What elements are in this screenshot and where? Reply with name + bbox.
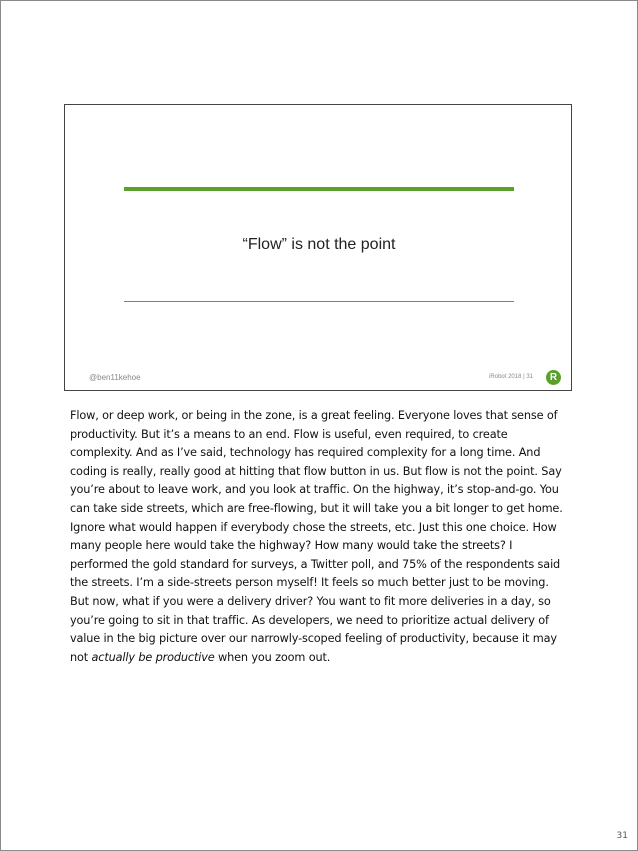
notes-emphasis: actually be productive bbox=[91, 650, 215, 664]
speaker-notes bbox=[70, 407, 570, 667]
slide-top-rule bbox=[124, 187, 514, 191]
slide-title: “Flow” is not the point bbox=[242, 236, 396, 253]
irobot-logo-icon: R bbox=[546, 370, 561, 385]
slide-thumbnail bbox=[64, 104, 572, 391]
slide-bottom-rule bbox=[124, 301, 514, 302]
page-number: 31 bbox=[616, 831, 628, 841]
notes-text-end: when you zoom out. bbox=[214, 650, 331, 664]
slide-twitter-handle: @ben11kehoe bbox=[89, 373, 141, 382]
slide-footer-meta: iRobot 2018 | 31 bbox=[489, 374, 533, 380]
notes-text: Flow, or deep work, or being in the zone, is a great feeling. Everyone loves that sense of productivity. But it’s a means to an end. Flow is useful, even required, to create complexity. And as I’ve said, technology has required complexity for a long time. And coding is really, really good at hitting that flow button in us. But flow is not the point. Say you’re about to leave work, and you look at traffic. On the highway, it’s stop-and-go. You can take side streets, which are free-flowing, but it will take you a bit longer to get home. Ignore what would happen if everybody chose the streets, etc. Just this one choice. How many people here would take the highway? How many would take the streets? I performed the gold standard for surveys, a Twitter poll, and 75% of the respondents said the streets. I’m a side-streets person myself! It feels so much better just to be moving. But now, what if you were a delivery driver? You want to fit more deliveries in a day, so you’re going to sit in that traffic. As developers, we need to prioritize actual delivery of value in the big picture over our narrowly-scoped feeling of productivity, because it may not bbox=[70, 409, 563, 664]
